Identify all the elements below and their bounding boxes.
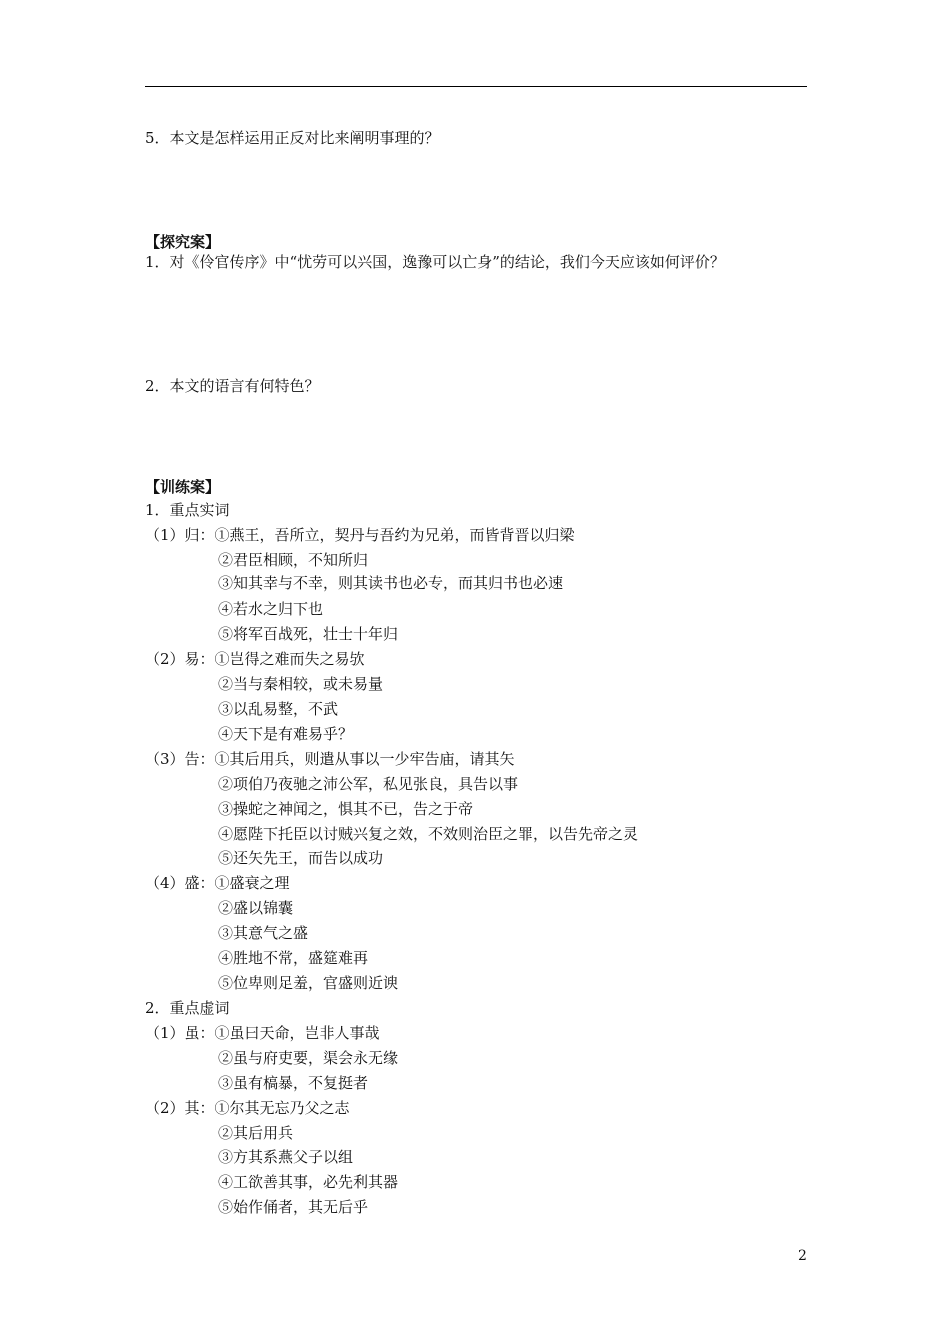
list-item: （4）盛：①盛衰之理 xyxy=(145,874,290,892)
list-item: ②虽与府吏要，渠会永无缘 xyxy=(218,1049,399,1067)
list-item: ④工欲善其事，必先利其器 xyxy=(218,1173,399,1191)
list-item: ④若水之归下也 xyxy=(218,600,324,618)
list-item: ②项伯乃夜驰之沛公军，私见张良，具告以事 xyxy=(218,775,519,793)
list-item: ⑤将军百战死，壮士十年归 xyxy=(218,625,399,643)
page-number: 2 xyxy=(798,1248,807,1264)
list-item: ④天下是有难易乎？ xyxy=(218,725,354,743)
explore-question-1: 1．对《伶官传序》中“忧劳可以兴国，逸豫可以亡身”的结论，我们今天应该如何评价？ xyxy=(145,253,725,271)
list-item: ⑤还矢先王，而告以成功 xyxy=(218,849,384,867)
list-item: （1）虽：①虽曰天命，岂非人事哉 xyxy=(145,1024,380,1042)
list-item: ⑤位卑则足羞，官盛则近谀 xyxy=(218,974,399,992)
list-item: ③方其系燕父子以组 xyxy=(218,1148,354,1166)
list-item: ③知其幸与不幸，则其读书也必专，而其归书也必速 xyxy=(218,574,564,592)
list-item: （2）其：①尔其无忘乃父之志 xyxy=(145,1099,350,1117)
list-item: （2）易：①岂得之难而失之易欤 xyxy=(145,650,365,668)
list-item: ③虽有槁暴，不复挺者 xyxy=(218,1074,369,1092)
question-5: 5．本文是怎样运用正反对比来阐明事理的？ xyxy=(145,129,440,147)
section-title-function-words: 2．重点虚词 xyxy=(145,999,230,1017)
list-item: ②君臣相顾，不知所归 xyxy=(218,551,369,569)
list-item: ②盛以锦囊 xyxy=(218,899,294,917)
list-item: ②其后用兵 xyxy=(218,1124,294,1142)
header-rule xyxy=(145,86,807,87)
training-heading: 【训练案】 xyxy=(145,478,221,496)
list-item: ③操蛇之神闻之，惧其不已，告之于帝 xyxy=(218,800,474,818)
list-item: ④愿陛下托臣以讨贼兴复之效，不效则治臣之罪，以告先帝之灵 xyxy=(218,825,639,843)
section-title-content-words: 1．重点实词 xyxy=(145,501,230,519)
list-item: ⑤始作俑者，其无后乎 xyxy=(218,1198,369,1216)
list-item: ④胜地不常，盛筵难再 xyxy=(218,949,369,967)
explore-question-2: 2．本文的语言有何特色？ xyxy=(145,377,320,395)
list-item: ③其意气之盛 xyxy=(218,924,309,942)
explore-heading: 【探究案】 xyxy=(145,233,221,251)
list-item: ②当与秦相较，或未易量 xyxy=(218,675,384,693)
list-item: （1）归：①燕王，吾所立，契丹与吾约为兄弟，而皆背晋以归梁 xyxy=(145,526,575,544)
list-item: ③以乱易整，不武 xyxy=(218,700,339,718)
list-item: （3）告：①其后用兵，则遣从事以一少牢告庙，请其矢 xyxy=(145,750,515,768)
